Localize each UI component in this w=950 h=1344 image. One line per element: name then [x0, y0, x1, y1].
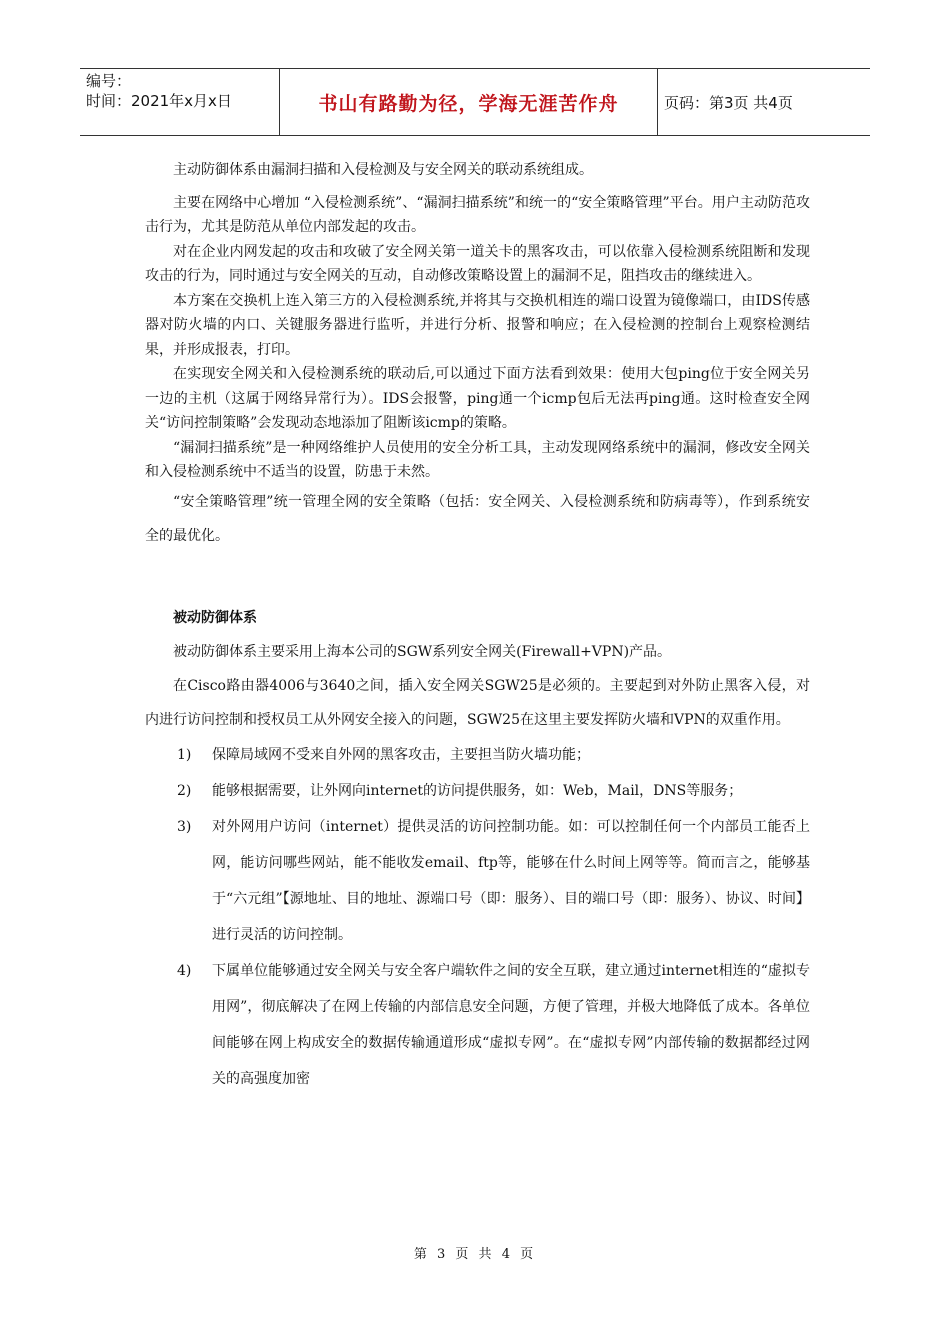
paragraph: 主动防御体系由漏洞扫描和入侵检测及与安全网关的联动系统组成。 [173, 162, 593, 178]
document-time-label: 时间：2021年x月x日 [86, 92, 232, 110]
list-item [145, 737, 810, 773]
section-title: 被动防御体系 [173, 609, 257, 626]
header-page-info: 页码：第3页 共4页 [664, 93, 793, 112]
list-item-number: 3) [177, 818, 192, 835]
list-item-text: 保障局域网不受来自外网的黑客攻击，主要担当防火墙功能； [212, 746, 590, 763]
document-number-label: 编号： [86, 72, 132, 90]
header-page-cell [658, 69, 870, 135]
header-meta [80, 69, 280, 135]
paragraph: “漏洞扫描系统”是一种网络维护人员使用的安全分析工具，主动发现网络系统中的漏洞，修改安全网关和入侵检测系统中不适当的设置，防患于未然。 [145, 439, 810, 480]
paragraph: 对在企业内网发起的攻击和攻破了安全网关第一道关卡的黑客攻击，可以依靠入侵检测系统阻断和发现攻击的行为，同时通过与安全网关的互动，自动修改策略设置上的漏洞不足，阻挡攻击的继续进入。 [145, 243, 810, 284]
list-item [145, 773, 810, 809]
header-motto: 书山有路勤为径，学海无涯苦作舟 [318, 92, 619, 115]
list-item [145, 809, 810, 953]
list-item-number: 1) [177, 746, 192, 763]
header-motto-cell [280, 69, 658, 135]
paragraph: 主要在网络中心增加 “入侵检测系统”、“漏洞扫描系统”和统一的“安全策略管理”平台。用户主动防范攻击行为，尤其是防范从单位内部发起的攻击。 [145, 194, 810, 235]
list-item-number: 2) [177, 782, 192, 799]
list-item-number: 4) [177, 962, 192, 979]
list-item-text: 能够根据需要，让外网向internet的访问提供服务，如：Web，Mail，DNS等服务； [212, 782, 743, 799]
page-footer: 第 3 页 共 4 页 [413, 1247, 537, 1262]
paragraph: 在Cisco路由器4006与3640之间，插入安全网关SGW25是必须的。主要起到对外防止黑客入侵，对内进行访问控制和授权员工从外网安全接入的问题，SGW25在这里主要发挥防火墙和VPN的双重作用。 [145, 677, 810, 728]
list-item-text: 下属单位能够通过安全网关与安全客户端软件之间的安全互联，建立通过internet相连的“虚拟专用网”，彻底解决了在网上传输的内部信息安全问题，方便了管理，并极大地降低了成本。各单位间能够在网上构成安全的数据传输通道形成“虚拟专网”。在“虚拟专网”内部传输的数据都经过网关的高强度加密 [212, 962, 810, 1087]
list-item-text: 对外网用户访问（internet）提供灵活的访问控制功能。如：可以控制任何一个内部员工能否上网，能访问哪些网站，能不能收发email、ftp等，能够在什么时间上网等等。简而言之，能够基于“六元组”【源地址、目的地址、源端口号（即：服务）、目的端口号（即：服务）、协议、时间】进行灵活的访问控制。 [212, 818, 810, 943]
paragraph: 本方案在交换机上连入第三方的入侵检测系统,并将其与交换机相连的端口设置为镜像端口，由IDS传感器对防火墙的内口、关键服务器进行监听，并进行分析、报警和响应；在入侵检测的控制台上观察检测结果，并形成报表，打印。 [145, 292, 810, 358]
document-body [145, 158, 810, 1097]
list-item [145, 953, 810, 1097]
paragraph: 被动防御体系主要采用上海本公司的SGW系列安全网关(Firewall+VPN)产品。 [173, 643, 672, 660]
paragraph: “安全策略管理”统一管理全网的安全策略（包括：安全网关、入侵检测系统和防病毒等），作到系统安全的最优化。 [145, 493, 810, 544]
feature-list [145, 737, 810, 1097]
paragraph: 在实现安全网关和入侵检测系统的联动后,可以通过下面方法看到效果：使用大包ping位于安全网关另一边的主机（这属于网络异常行为）。IDS会报警，ping通一个icmp包后无法再ping通。这时检查安全网关“访问控制策略”会发现动态地添加了阻断该icmp的策略。 [145, 366, 810, 431]
page-header [80, 68, 870, 136]
